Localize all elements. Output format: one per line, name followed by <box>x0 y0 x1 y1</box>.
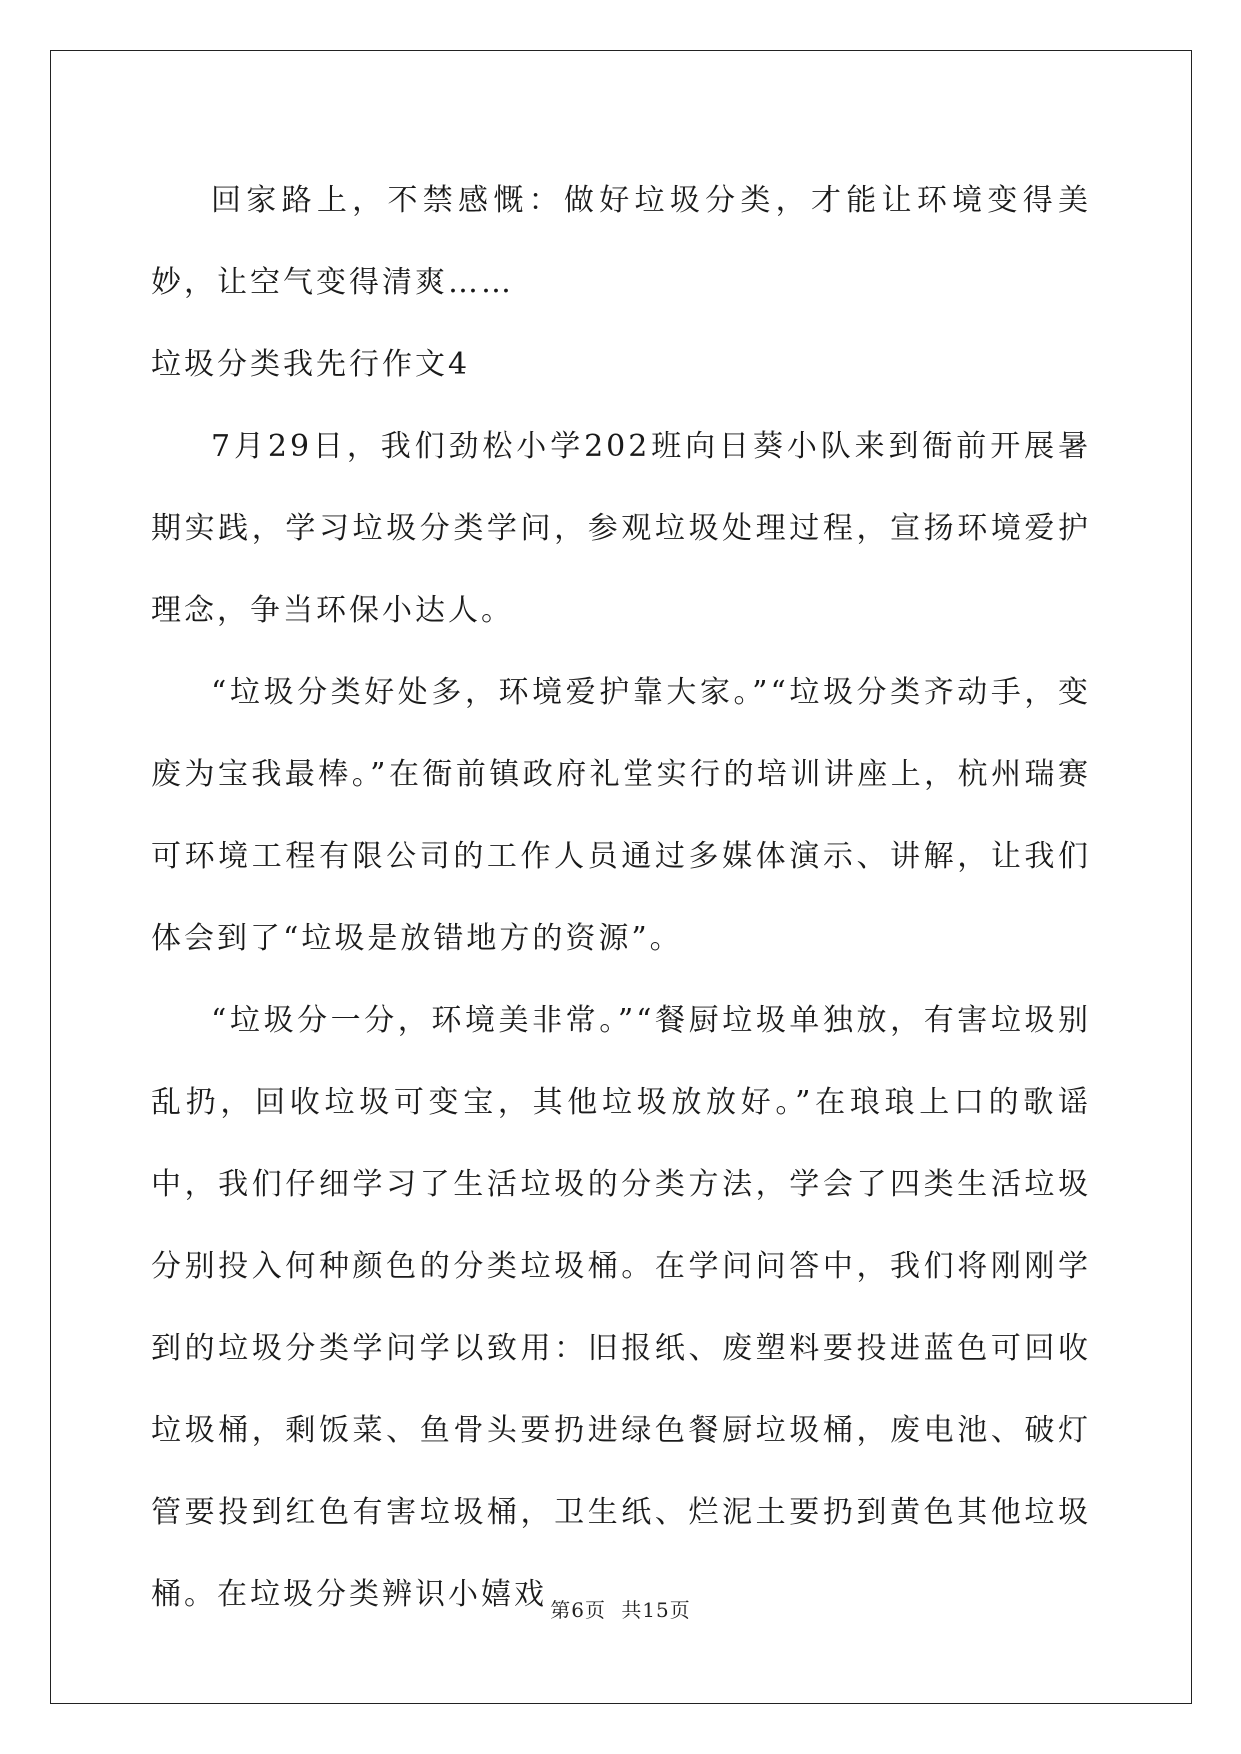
page-number: 第6页 <box>550 1598 606 1622</box>
section-heading: 垃圾分类我先行作文4 <box>151 347 471 382</box>
page-total: 共15页 <box>621 1598 691 1622</box>
paragraph: “垃圾分一分，环境美非常。”“餐厨垃圾单独放，有害垃圾别乱扔，回收垃圾可变宝，其他垃圾放放好。”在琅琅上口的歌谣中，我们仔细学习了生活垃圾的分类方法，学会了四类生活垃圾分别投入何种颜色的分类垃圾桶。在学问问答中，我们将刚刚学到的垃圾分类学问学以致用：旧报纸、废塑料要投进蓝色可回收垃圾桶，剩饭菜、鱼骨头要扔进绿色餐厨垃圾桶，废电池、破灯管要投到红色有害垃圾桶，卫生纸、烂泥土要扔到黄色其他垃圾桶。在垃圾分类辨识小嬉戏 <box>151 1003 1091 1612</box>
paragraph: 回家路上，不禁感慨：做好垃圾分类，才能让环境变得美妙，让空气变得清爽…… <box>151 183 1091 300</box>
paragraph: 7月29日，我们劲松小学202班向日葵小队来到衙前开展暑期实践，学习垃圾分类学问，参观垃圾处理过程，宣扬环境爱护理念，争当环保小达人。 <box>151 429 1091 628</box>
document-body <box>151 160 1091 1636</box>
page-footer <box>0 1594 1241 1623</box>
paragraph: “垃圾分类好处多，环境爱护靠大家。”“垃圾分类齐动手，变废为宝我最棒。”在衙前镇政府礼堂实行的培训讲座上，杭州瑞赛可环境工程有限公司的工作人员通过多媒体演示、讲解，让我们体会到了“垃圾是放错地方的资源”。 <box>151 675 1091 956</box>
